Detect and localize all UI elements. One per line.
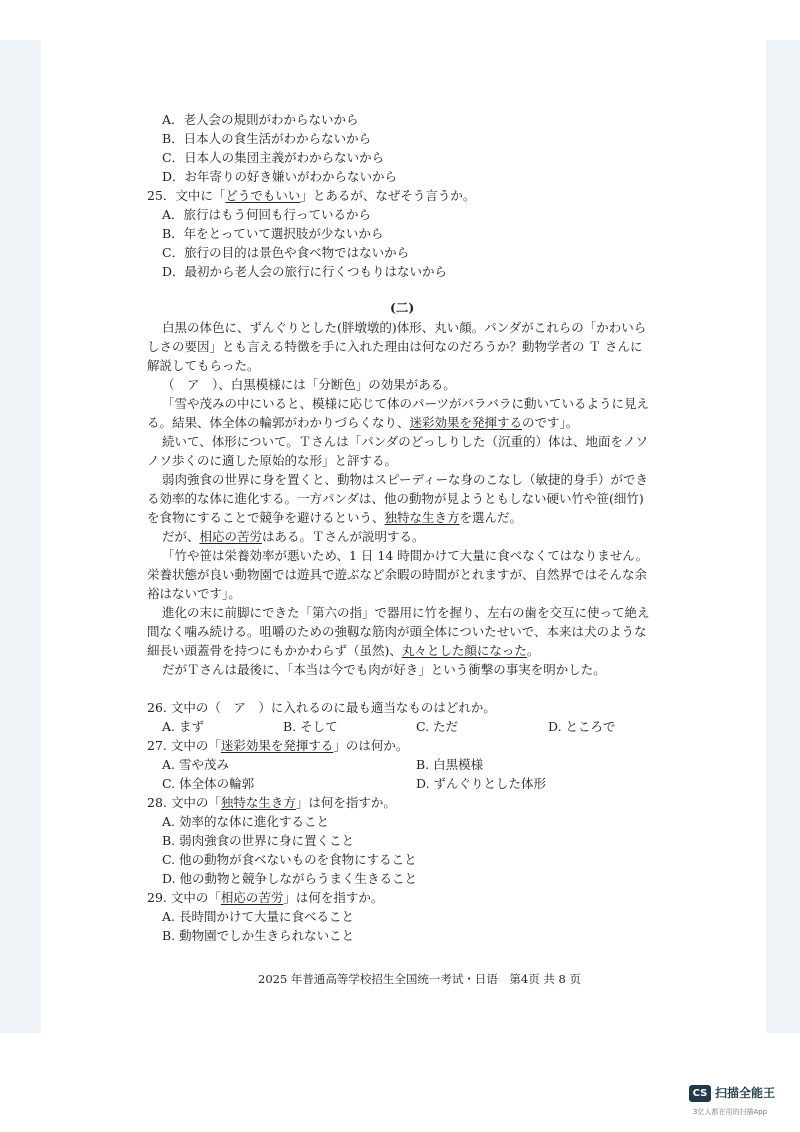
q26-option-b: B. そして	[283, 719, 338, 734]
passage-p7-line1: 「竹や笹は栄養効率が悪いため、1 日 14 時間かけて大量に食べなくてはなりません。	[162, 548, 649, 563]
passage-p1-line1: 白黒の体色に、ずんぐりとした(胖墩墩的)体形、丸い顔。パンダがこれらの「かわいら	[162, 320, 647, 335]
q28-stem: 28. 文中の「独特な生き方」は何を指すか。	[147, 795, 396, 810]
passage-p8-line3: 細長い頭蓋骨を持つにもかかわらず（虽然)、丸々とした顔になった。	[147, 643, 540, 658]
q28-option-c: C. 他の動物が食べないものを食物にすること	[162, 852, 417, 867]
q26-option-c: C. ただ	[416, 719, 459, 734]
q27-option-d: D. ずんぐりとした体形	[416, 776, 547, 791]
q26-option-a: A. まず	[162, 719, 204, 734]
q27-quote: 迷彩効果を発揮する	[220, 738, 334, 753]
passage-p5-line1: 弱肉強食の世界に身を置くと、動物はスピーディーな身のこなし（敏捷的身手）ができ	[162, 472, 649, 487]
passage-p4-line2: ノソ歩くのに適した原始的な形」と評する。	[147, 453, 398, 468]
scanner-watermark	[689, 1085, 789, 1125]
passage-p5-line2: る効率的な体に進化する。一方パンダは、他の動物が見ようともしない硬い竹や笹(细竹)	[147, 491, 644, 506]
passage-p7-line3: 裕はないです」。	[147, 586, 241, 601]
q27-option-c: C. 体全体の輪郭	[162, 776, 255, 791]
passage-p1-line3: 解説してもらった。	[147, 358, 260, 373]
passage-p3-line1: 「雪や茂みの中にいると、模様に応じて体のパーツがバラバラに動いているように見え	[162, 396, 650, 411]
right-margin-strip	[766, 40, 800, 1033]
q24-option-a: A．老人会の規則がわからないから	[162, 112, 359, 127]
q24-option-d: D．お年寄りの好き嫌いがわからないから	[162, 169, 398, 184]
q29-stem: 29. 文中の「相応の苦労」は何を指すか。	[147, 890, 384, 905]
passage-p8-line1: 進化の末に前脚にできた「第六の指」で器用に竹を握り、左右の歯を交互に使って絶え	[162, 605, 650, 620]
q27-option-b: B. 白黒模様	[416, 757, 484, 772]
passage-p8-line2: 間なく噛み続ける。咀嚼のための強靱な筋肉が頭全体についたせいで、本来は犬のような	[147, 624, 647, 639]
q28-option-d: D. 他の動物と競争しながらうまく生きること	[162, 871, 418, 886]
q25-quote: どうでもいい	[225, 188, 301, 203]
q25-stem: 25．文中に「どうでもいい」とあるが、なぜそう言うか。	[147, 188, 476, 203]
underline-hardship: 相応の苦労	[199, 529, 263, 544]
q28-option-a: A. 効率的な体に進化すること	[162, 814, 329, 829]
page-footer: 2025 年普通高等学校招生全国统一考试・日语 第4页 共 8 页	[258, 972, 582, 986]
q29-option-b: B. 動物園でしか生きられないこと	[162, 928, 355, 943]
q26-stem: 26. 文中の（ ア ）に入れるのに最も適当なものはどれか。	[147, 700, 496, 715]
underline-camouflage: 迷彩効果を発揮する	[409, 415, 523, 430]
passage-p9: だがＴさんは最後に、「本当は今でも肉が好き」という衝撃の事実を明かした。	[162, 662, 606, 677]
q25-option-b: B．年をとっていて選択肢が少ないから	[162, 226, 384, 241]
watermark-tagline: 3亿人都在用的扫描App	[693, 1108, 768, 1116]
q29-option-a: A. 長時間かけて大量に食べること	[162, 909, 354, 924]
q26-option-d: D. ところで	[548, 719, 616, 734]
camscanner-logo-icon: CS	[689, 1085, 711, 1102]
passage-p3-line2: る。結果、体全体の輪郭がわかりづらくなり、迷彩効果を発揮するのです」。	[147, 415, 579, 430]
passage-p1-line2: しさの要因」とも言える特徴を手に入れた理由は何なのだろうか？動物学者の Ｔ さんに	[147, 339, 643, 354]
section-title: (二)	[390, 300, 415, 315]
passage-p5-line3: を食物にすることで競争を避けるという、独特な生き方を選んだ。	[147, 510, 523, 525]
passage-p2: （ ア ）、白黒模様には「分断色」の効果がある。	[162, 377, 456, 392]
q24-option-c: C．日本人の集団主義がわからないから	[162, 150, 385, 165]
left-margin-strip	[0, 40, 41, 1033]
q25-option-a: A．旅行はもう何回も行っているから	[162, 207, 372, 222]
q24-option-b: B．日本人の食生活がわからないから	[162, 131, 372, 146]
underline-round-face: 丸々とした顔になった	[401, 643, 527, 658]
q29-quote: 相応の苦労	[220, 890, 284, 905]
q25-option-d: D．最初から老人会の旅行に行くつもりはないから	[162, 264, 448, 279]
passage-p7-line2: 栄養状態が良い動物園では遊具で遊ぶなど余暇の時間がとれますが、自然界ではそんな余	[147, 567, 648, 582]
passage-p4-line1: 続いて、体形について。Ｔさんは「パンダのどっしりした（沉重的）体は、地面をノソ	[162, 434, 649, 449]
watermark-name: 扫描全能王	[715, 1086, 776, 1100]
q25-option-c: C．旅行の目的は景色や食べ物ではないから	[162, 245, 410, 260]
q28-option-b: B. 弱肉強食の世界に身に置くこと	[162, 833, 355, 848]
underline-unique-way: 独特な生き方	[384, 510, 460, 525]
passage-p6: だが、相応の苦労はある。Ｔさんが説明する。	[162, 529, 425, 544]
q27-option-a: A. 雪や茂み	[162, 757, 229, 772]
q28-quote: 独特な生き方	[220, 795, 296, 810]
q27-stem: 27. 文中の「迷彩効果を発揮する」のは何か。	[147, 738, 409, 753]
